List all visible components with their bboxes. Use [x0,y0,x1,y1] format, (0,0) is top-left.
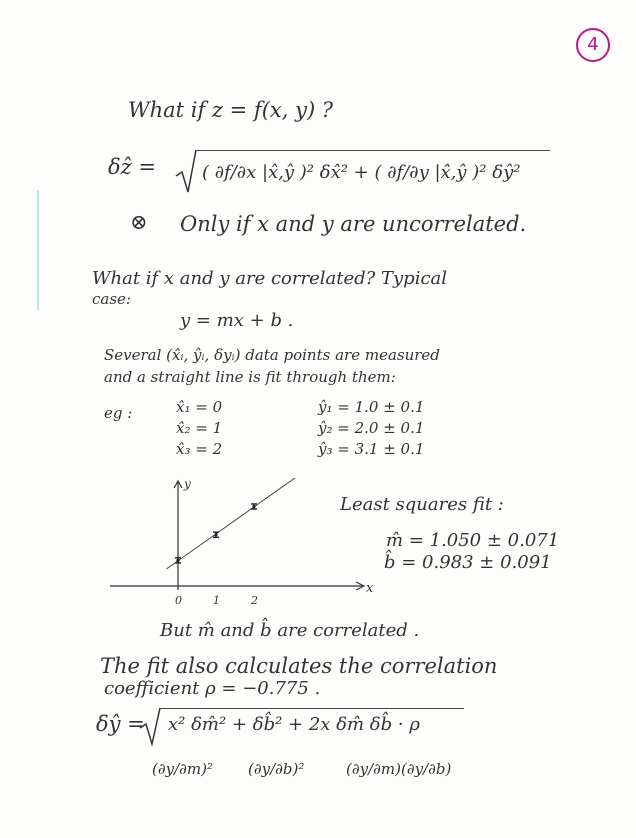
data-point [252,505,255,508]
radical-bar [160,708,464,709]
fit-slope: m̂ = 1.050 ± 0.071 [386,530,560,551]
x-tick-label: 1 [213,594,220,607]
x-axis-label: x [366,581,374,596]
x-value-3: x̂₃ = 2 [176,440,223,458]
fit-intercept: b̂ = 0.983 ± 0.091 [384,552,552,573]
example-label: eg : [104,404,133,422]
y-value-3: ŷ₃ = 3.1 ± 0.1 [318,440,425,458]
uncorrelated-note-symbol: ⊗ [130,210,148,234]
correlation-line2: The fit also calculates the correlation [100,654,498,678]
data-point [176,559,179,562]
correlated-question-line1: What if x and y are correlated? Typical [92,268,448,289]
fit-line [167,478,323,569]
correlation-line1: But m̂ and b̂ are correlated . [160,620,420,641]
annotation-dy-db: (∂y/∂b)² [248,760,305,778]
x-value-2: x̂₂ = 1 [176,419,223,437]
data-point [214,533,217,536]
delta-z-lhs: δẑ = [108,155,156,179]
correlation-line3: coefficient ρ = −0.775 . [104,678,321,699]
measurement-line1: Several (x̂ᵢ, ŷᵢ, δyᵢ) data points are measured [104,346,440,364]
question-heading: What if z = f(x, y) ? [128,98,334,122]
radical-bar [196,150,550,151]
x-tick-label: 0 [175,594,182,607]
y-axis-label: y [184,478,191,491]
radical-sign-icon [174,148,198,196]
linear-model: y = mx + b . [180,310,294,331]
x-value-1: x̂₁ = 0 [176,398,223,416]
correlated-question-line2: case: [92,290,131,308]
scanner-margin-mark [32,190,44,310]
fit-title: Least squares fit : [340,494,504,515]
y-value-1: ŷ₁ = 1.0 ± 0.1 [318,398,425,416]
y-value-2: ŷ₂ = 2.0 ± 0.1 [318,419,425,437]
delta-y-lhs: δŷ = [96,712,145,736]
radical-sign-icon [138,706,162,746]
annotation-dy-dm: (∂y/∂m)² [152,760,213,778]
formula-correlated-radicand: x² δm̂² + δb̂² + 2x δm̂ δb̂ · ρ [168,714,420,735]
uncorrelated-note: Only if x and y are uncorrelated. [180,212,527,236]
page-number: 4 [576,28,610,62]
measurement-line2: and a straight line is fit through them: [104,368,396,386]
formula-uncorrelated-radicand: ( ∂f/∂x |x̂,ŷ )² δx̂² + ( ∂f/∂y |x̂,ŷ )² δŷ² [202,162,521,183]
x-tick-label: 2 [251,594,258,607]
annotation-cross-term: (∂y/∂m)(∂y/∂b) [346,760,452,778]
